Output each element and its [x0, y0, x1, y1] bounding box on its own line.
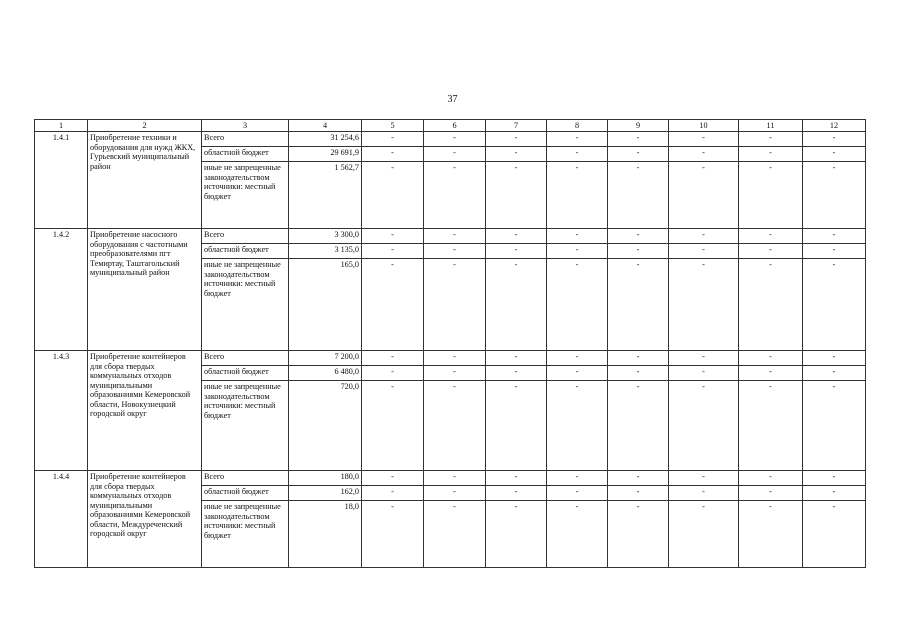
value-cell: - — [362, 351, 424, 366]
amount-cell: 180,0 — [289, 471, 362, 486]
value-cell: - — [362, 147, 424, 162]
value-cell: - — [362, 162, 424, 229]
funding-source: иные не запрещенные законодательством источники: местный бюджет — [202, 501, 289, 568]
funding-source: областной бюджет — [202, 147, 289, 162]
value-cell: - — [362, 471, 424, 486]
value-cell: - — [424, 259, 486, 351]
value-cell: - — [424, 486, 486, 501]
amount-cell: 6 480,0 — [289, 366, 362, 381]
value-cell: - — [608, 366, 669, 381]
value-cell: - — [739, 229, 803, 244]
value-cell: - — [803, 351, 866, 366]
value-cell: - — [803, 244, 866, 259]
value-cell: - — [608, 229, 669, 244]
table-row — [35, 351, 866, 366]
value-cell: - — [803, 132, 866, 147]
value-cell: - — [424, 471, 486, 486]
value-cell: - — [424, 381, 486, 471]
value-cell: - — [424, 132, 486, 147]
table-row — [35, 471, 866, 486]
table-row — [35, 229, 866, 244]
funding-source: Всего — [202, 351, 289, 366]
value-cell: - — [739, 259, 803, 351]
column-header: 2 — [88, 120, 202, 132]
value-cell: - — [486, 366, 547, 381]
value-cell: - — [486, 147, 547, 162]
value-cell: - — [547, 162, 608, 229]
value-cell: - — [803, 381, 866, 471]
funding-source: областной бюджет — [202, 244, 289, 259]
value-cell: - — [486, 486, 547, 501]
funding-source: Всего — [202, 471, 289, 486]
funding-source: Всего — [202, 132, 289, 147]
value-cell: - — [739, 162, 803, 229]
value-cell: - — [669, 147, 739, 162]
amount-cell: 720,0 — [289, 381, 362, 471]
value-cell: - — [739, 351, 803, 366]
value-cell: - — [739, 147, 803, 162]
value-cell: - — [547, 259, 608, 351]
value-cell: - — [803, 501, 866, 568]
budget-table — [34, 119, 866, 568]
table-row — [35, 132, 866, 147]
value-cell: - — [669, 259, 739, 351]
value-cell: - — [547, 132, 608, 147]
value-cell: - — [608, 501, 669, 568]
value-cell: - — [547, 486, 608, 501]
value-cell: - — [547, 229, 608, 244]
item-name: Приобретение техники и оборудования для нужд ЖКХ, Гурьевский муниципальный район — [88, 132, 202, 229]
value-cell: - — [803, 366, 866, 381]
item-code: 1.4.1 — [35, 132, 88, 229]
value-cell: - — [608, 351, 669, 366]
value-cell: - — [362, 132, 424, 147]
value-cell: - — [739, 471, 803, 486]
value-cell: - — [739, 132, 803, 147]
item-code: 1.4.4 — [35, 471, 88, 568]
value-cell: - — [739, 486, 803, 501]
value-cell: - — [739, 381, 803, 471]
amount-cell: 3 300,0 — [289, 229, 362, 244]
amount-cell: 31 254,6 — [289, 132, 362, 147]
funding-source: иные не запрещенные законодательством источники: местный бюджет — [202, 259, 289, 351]
value-cell: - — [486, 381, 547, 471]
value-cell: - — [424, 244, 486, 259]
item-code: 1.4.3 — [35, 351, 88, 471]
value-cell: - — [739, 501, 803, 568]
value-cell: - — [803, 162, 866, 229]
value-cell: - — [362, 381, 424, 471]
value-cell: - — [608, 259, 669, 351]
value-cell: - — [803, 147, 866, 162]
value-cell: - — [803, 486, 866, 501]
value-cell: - — [608, 162, 669, 229]
value-cell: - — [803, 471, 866, 486]
value-cell: - — [362, 244, 424, 259]
value-cell: - — [547, 366, 608, 381]
value-cell: - — [424, 366, 486, 381]
value-cell: - — [424, 351, 486, 366]
value-cell: - — [669, 366, 739, 381]
value-cell: - — [803, 229, 866, 244]
column-header: 12 — [803, 120, 866, 132]
value-cell: - — [547, 244, 608, 259]
value-cell: - — [608, 381, 669, 471]
value-cell: - — [362, 501, 424, 568]
value-cell: - — [669, 244, 739, 259]
value-cell: - — [669, 486, 739, 501]
column-header: 11 — [739, 120, 803, 132]
column-header: 1 — [35, 120, 88, 132]
amount-cell: 29 691,9 — [289, 147, 362, 162]
value-cell: - — [547, 471, 608, 486]
value-cell: - — [669, 162, 739, 229]
value-cell: - — [669, 471, 739, 486]
value-cell: - — [486, 471, 547, 486]
value-cell: - — [486, 132, 547, 147]
column-header: 10 — [669, 120, 739, 132]
value-cell: - — [486, 501, 547, 568]
value-cell: - — [669, 501, 739, 568]
value-cell: - — [669, 229, 739, 244]
value-cell: - — [803, 259, 866, 351]
value-cell: - — [424, 147, 486, 162]
value-cell: - — [486, 229, 547, 244]
value-cell: - — [362, 229, 424, 244]
value-cell: - — [608, 471, 669, 486]
item-code: 1.4.2 — [35, 229, 88, 351]
column-header: 8 — [547, 120, 608, 132]
value-cell: - — [362, 486, 424, 501]
value-cell: - — [608, 147, 669, 162]
value-cell: - — [669, 381, 739, 471]
value-cell: - — [608, 244, 669, 259]
value-cell: - — [739, 366, 803, 381]
value-cell: - — [424, 229, 486, 244]
value-cell: - — [669, 132, 739, 147]
column-header: 7 — [486, 120, 547, 132]
funding-source: областной бюджет — [202, 366, 289, 381]
item-name: Приобретение контейнеров для сбора твердых коммунальных отходов муниципальными образованиями Кемеровской области, Междуреченский городской округ — [88, 471, 202, 568]
funding-source: областной бюджет — [202, 486, 289, 501]
column-header: 6 — [424, 120, 486, 132]
page-number: 37 — [447, 94, 458, 105]
value-cell: - — [739, 244, 803, 259]
amount-cell: 7 200,0 — [289, 351, 362, 366]
value-cell: - — [486, 259, 547, 351]
funding-source: иные не запрещенные законодательством источники: местный бюджет — [202, 162, 289, 229]
amount-cell: 1 562,7 — [289, 162, 362, 229]
value-cell: - — [486, 162, 547, 229]
value-cell: - — [486, 351, 547, 366]
column-header: 9 — [608, 120, 669, 132]
column-header: 3 — [202, 120, 289, 132]
value-cell: - — [608, 486, 669, 501]
value-cell: - — [486, 244, 547, 259]
value-cell: - — [362, 366, 424, 381]
value-cell: - — [608, 132, 669, 147]
value-cell: - — [424, 501, 486, 568]
column-header: 5 — [362, 120, 424, 132]
value-cell: - — [362, 259, 424, 351]
value-cell: - — [547, 381, 608, 471]
column-header-row — [35, 120, 866, 132]
amount-cell: 162,0 — [289, 486, 362, 501]
funding-source: Всего — [202, 229, 289, 244]
value-cell: - — [547, 351, 608, 366]
amount-cell: 3 135,0 — [289, 244, 362, 259]
value-cell: - — [669, 351, 739, 366]
funding-source: иные не запрещенные законодательством источники: местный бюджет — [202, 381, 289, 471]
amount-cell: 165,0 — [289, 259, 362, 351]
value-cell: - — [547, 501, 608, 568]
item-name: Приобретение контейнеров для сбора твердых коммунальных отходов муниципальными образованиями Кемеровской области, Новокузнецкий городской округ — [88, 351, 202, 471]
item-name: Приобретение насосного оборудования с частотными преобразователями пгт Темиртау, Таштагольский муниципальный район — [88, 229, 202, 351]
amount-cell: 18,0 — [289, 501, 362, 568]
value-cell: - — [547, 147, 608, 162]
column-header: 4 — [289, 120, 362, 132]
value-cell: - — [424, 162, 486, 229]
